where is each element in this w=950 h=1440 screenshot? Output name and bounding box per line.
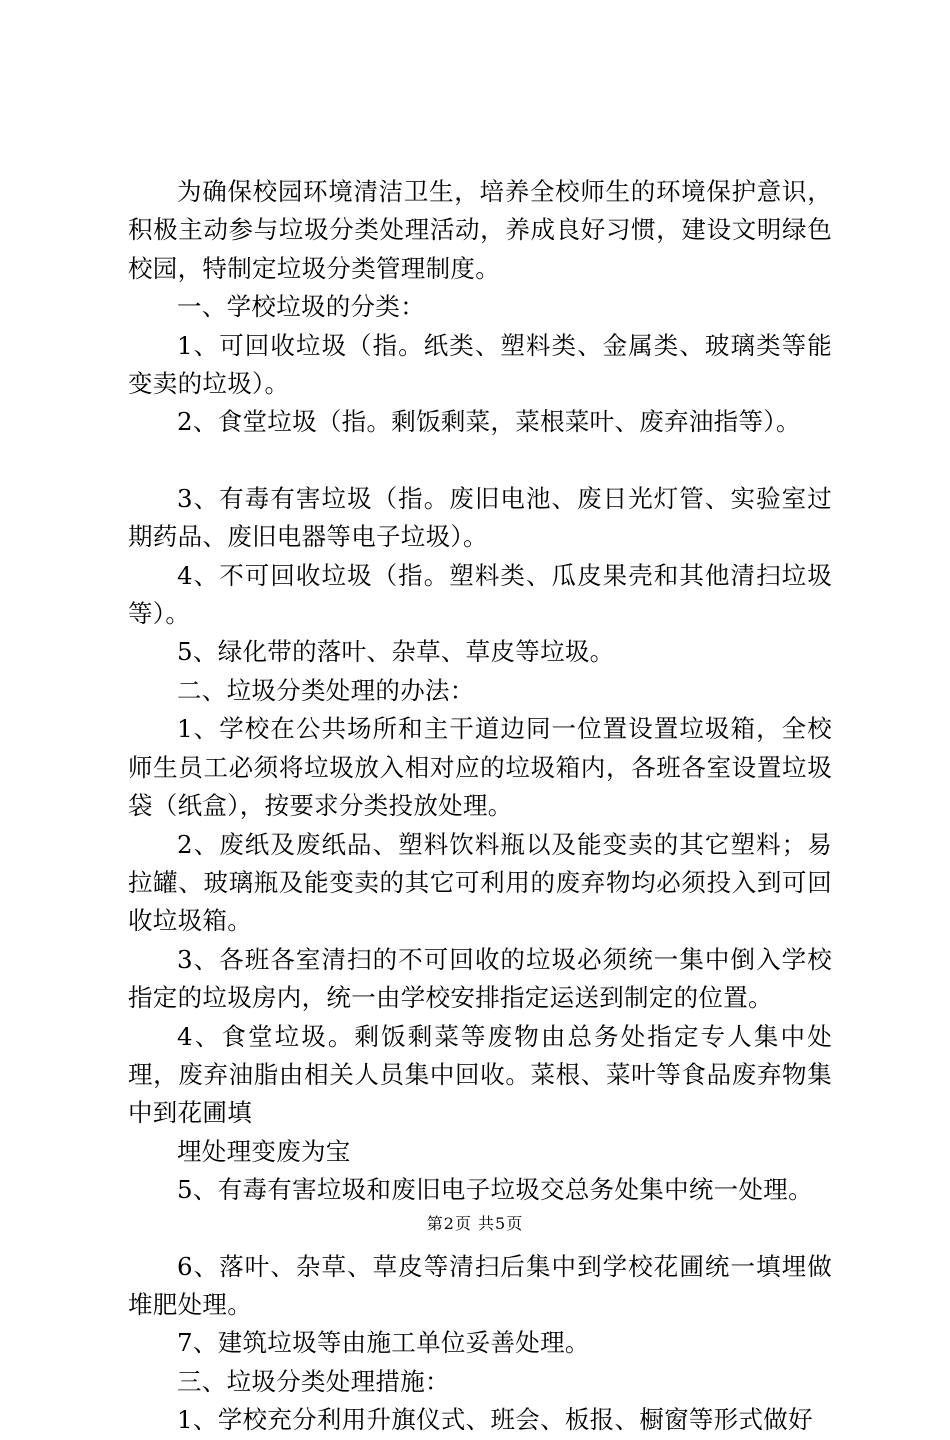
list-item: 4、食堂垃圾。剩饭剩菜等废物由总务处指定专人集中处理，废弃油脂由相关人员集中回收。菜根、菜叶等食品废弃物集中到花圃填 (128, 1021, 832, 1128)
page-footer: 第2页 共5页 (426, 1214, 524, 1233)
intro-paragraph: 为确保校园环境清洁卫生，培养全校师生的环境保护意识，积极主动参与垃圾分类处理活动，养成良好习惯，建设文明绿色校园，特制定垃圾分类管理制度。 (128, 177, 832, 283)
list-item: 7、建筑垃圾等由施工单位妥善处理。 (177, 1328, 590, 1358)
list-item: 5、绿化带的落叶、杂草、草皮等垃圾。 (177, 637, 615, 667)
list-item: 1、可回收垃圾（指。纸类、塑料类、金属类、玻璃类等能变卖的垃圾）。 (128, 330, 832, 399)
list-item: 3、各班各室清扫的不可回收的垃圾必须统一集中倒入学校指定的垃圾房内，统一由学校安排指定运送到制定的位置。 (128, 944, 832, 1013)
list-item: 6、落叶、杂草、草皮等清扫后集中到学校花圃统一填埋做堆肥处理。 (128, 1251, 832, 1319)
list-item: 3、有毒有害垃圾（指。废旧电池、废日光灯管、实验室过期药品、废旧电器等电子垃圾）。 (128, 483, 832, 552)
list-item-continuation: 埋处理变废为宝 (177, 1136, 351, 1166)
list-item: 2、食堂垃圾（指。剩饭剩菜，菜根菜叶、废弃油指等）。 (177, 407, 801, 437)
section-heading-3: 三、垃圾分类处理措施： (177, 1366, 450, 1396)
list-item: 1、学校在公共场所和主干道边同一位置设置垃圾箱，全校师生员工必须将垃圾放入相对应的垃圾箱内，各班各室设置垃圾袋（纸盒），按要求分类投放处理。 (128, 714, 832, 821)
list-item: 1、学校充分利用升旗仪式、班会、板报、橱窗等形式做好 (177, 1405, 813, 1435)
section-heading-1: 一、学校垃圾的分类： (177, 292, 425, 322)
document-body (128, 173, 832, 1440)
list-item: 2、废纸及废纸品、塑料饮料瓶以及能变卖的其它塑料；易拉罐、玻璃瓶及能变卖的其它可利用的废弃物均必须投入到可回收垃圾箱。 (128, 829, 832, 936)
list-item: 5、有毒有害垃圾和废旧电子垃圾交总务处集中统一处理。 (177, 1175, 813, 1205)
section-heading-2: 二、垃圾分类处理的办法： (177, 675, 475, 705)
list-item: 4、不可回收垃圾（指。塑料类、瓜皮果壳和其他清扫垃圾等）。 (128, 560, 832, 629)
